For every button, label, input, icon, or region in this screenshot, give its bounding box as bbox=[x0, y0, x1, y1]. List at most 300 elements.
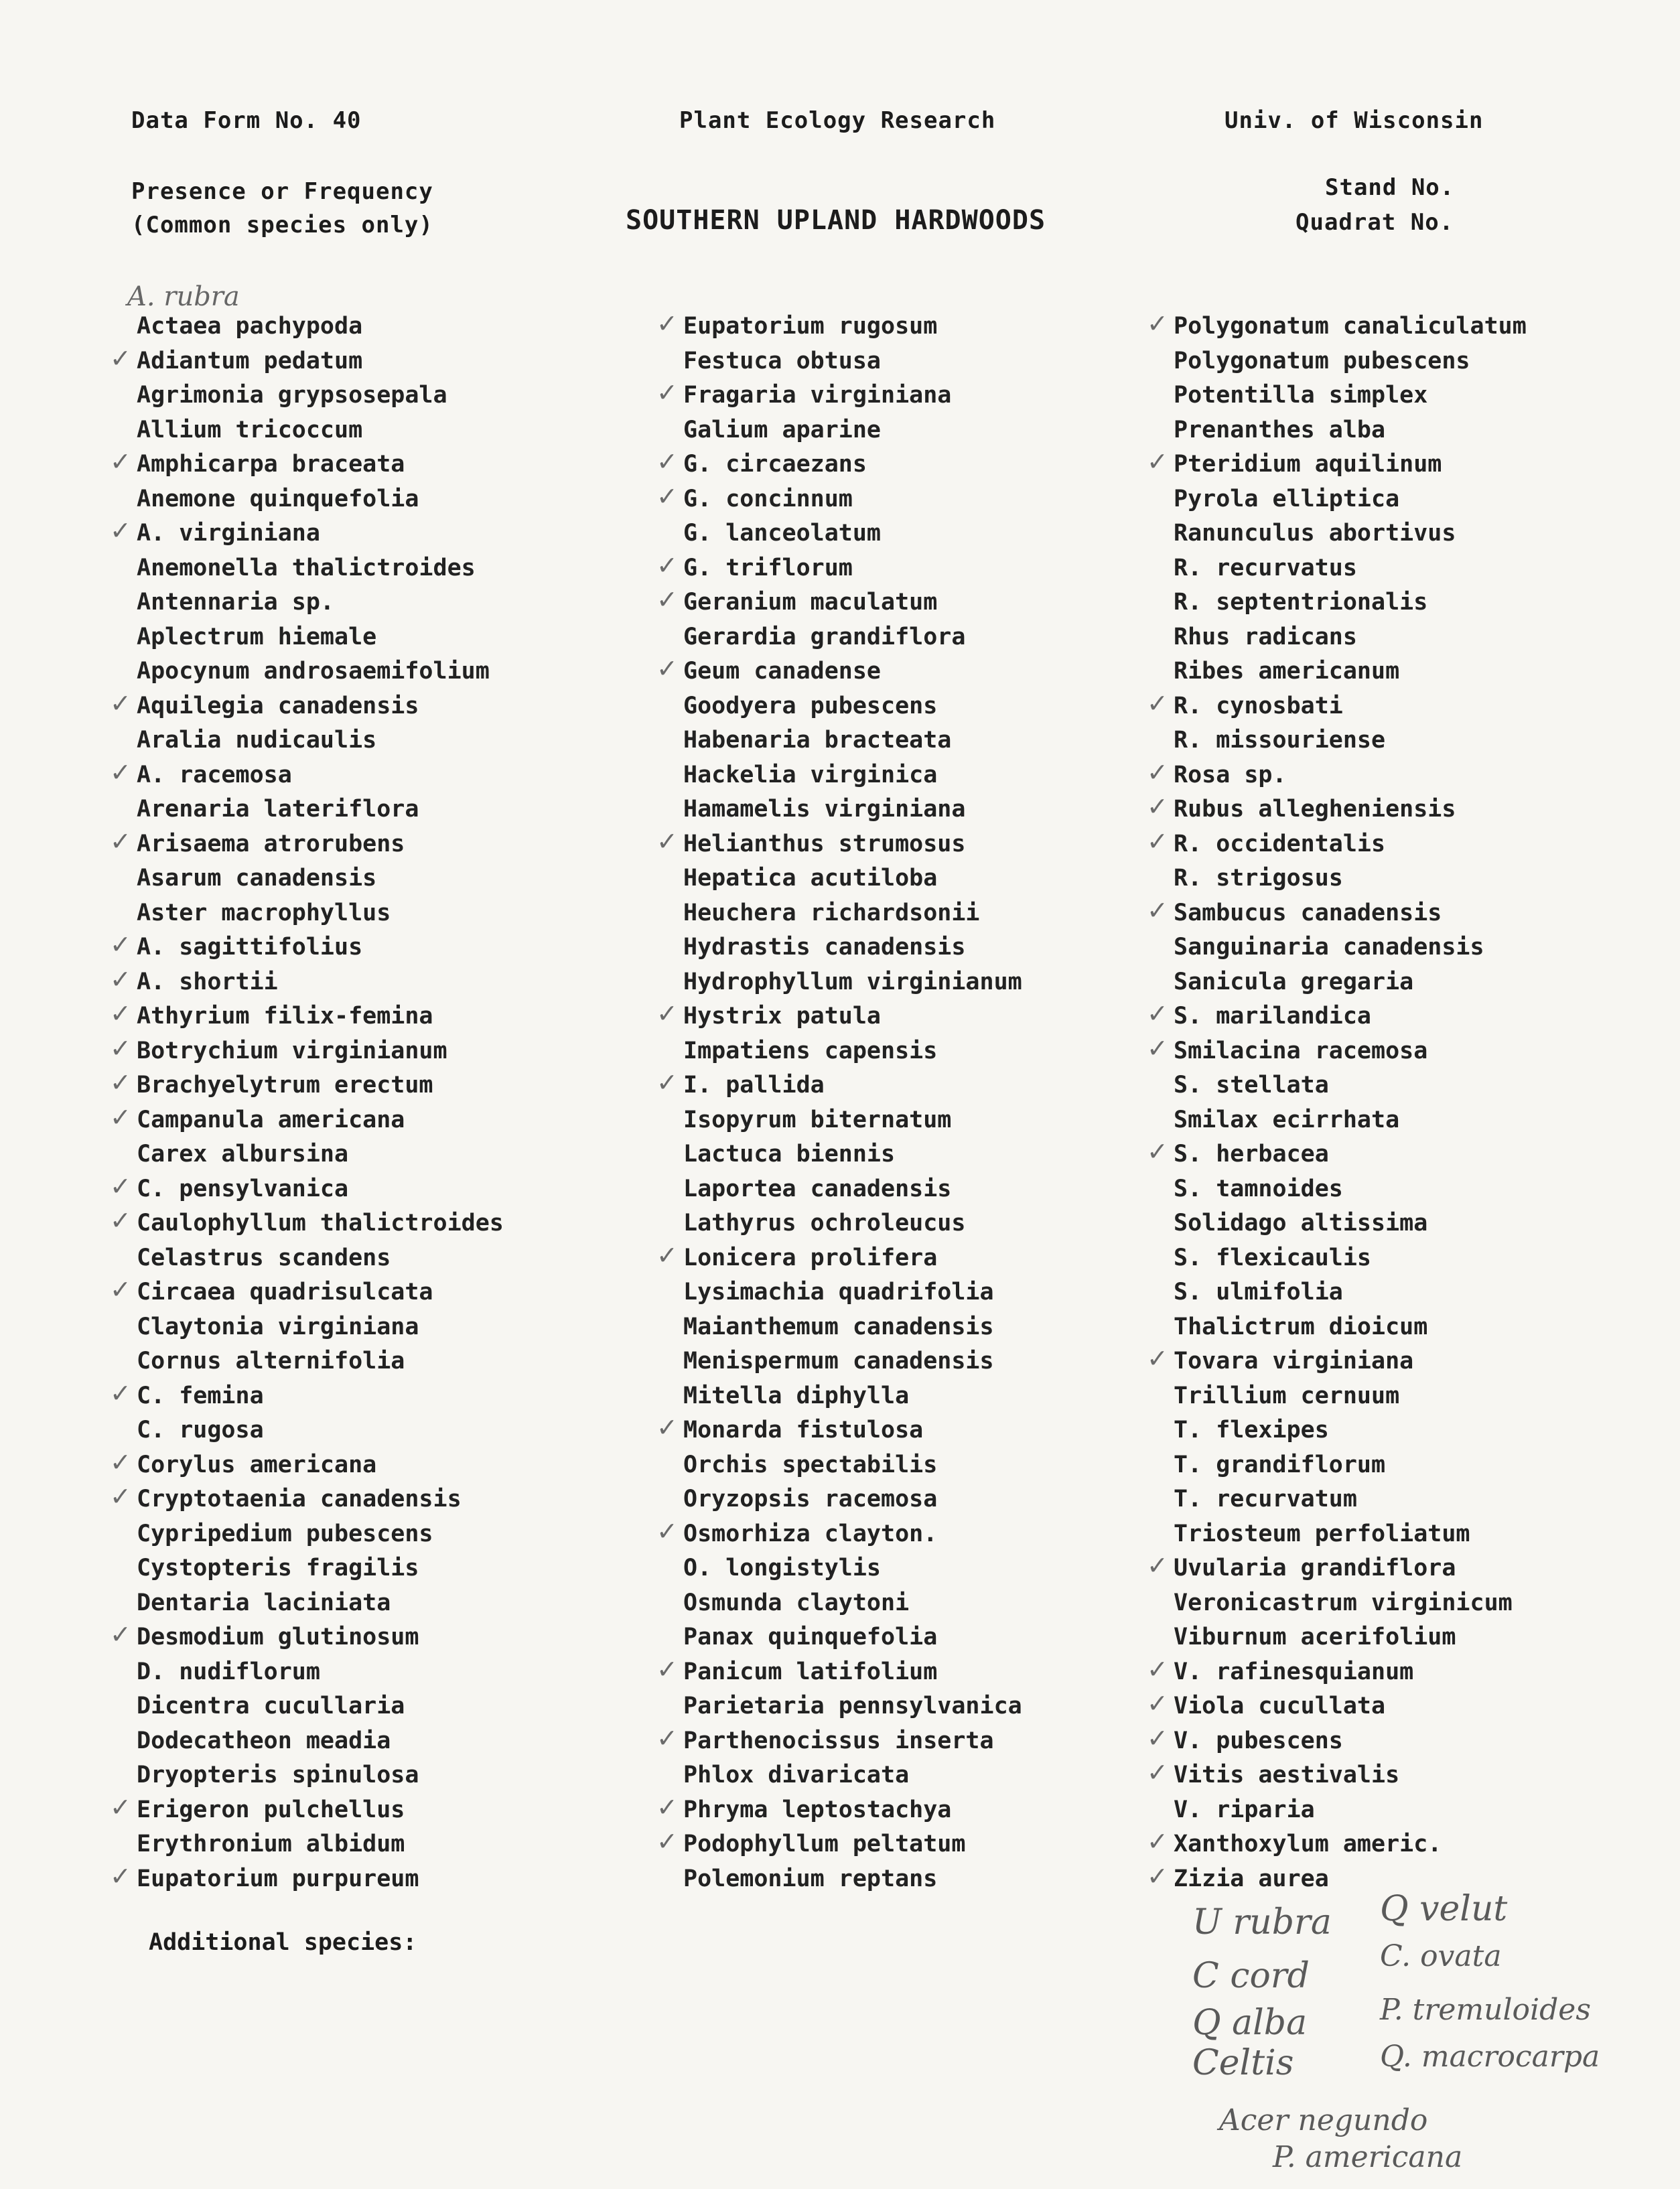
species-item bbox=[683, 758, 1022, 793]
species-item bbox=[110, 516, 504, 551]
species-item bbox=[1174, 1620, 1527, 1655]
species-item bbox=[1147, 999, 1527, 1034]
species-column-right bbox=[1147, 309, 1527, 1896]
species-item bbox=[1174, 965, 1527, 1000]
pencil-check-icon: ✓ bbox=[656, 309, 678, 338]
pencil-check-icon: ✓ bbox=[1147, 1723, 1168, 1753]
pencil-check-icon: ✓ bbox=[110, 964, 131, 994]
species-item bbox=[1174, 1103, 1527, 1138]
species-item bbox=[1174, 378, 1527, 413]
species-name: Viola cucullata bbox=[1174, 1693, 1386, 1719]
species-name: Apocynum androsaemifolium bbox=[137, 658, 490, 685]
species-name: Polygonatum canaliculatum bbox=[1174, 313, 1527, 340]
species-item bbox=[110, 1861, 504, 1897]
species-name: A. racemosa bbox=[137, 761, 292, 788]
species-item bbox=[1174, 482, 1527, 517]
species-name: Smilax ecirrhata bbox=[1174, 1106, 1400, 1133]
pencil-check-icon: ✓ bbox=[656, 1792, 678, 1822]
species-name: Athyrium filix-femina bbox=[137, 1003, 433, 1030]
pencil-check-icon: ✓ bbox=[1147, 826, 1168, 856]
pencil-check-icon: ✓ bbox=[1147, 1551, 1168, 1580]
species-name: G. triflorum bbox=[683, 554, 853, 581]
species-name: Podophyllum peltatum bbox=[683, 1831, 966, 1857]
pencil-check-icon: ✓ bbox=[656, 550, 678, 580]
species-item bbox=[1174, 1068, 1527, 1103]
species-item bbox=[1174, 1517, 1527, 1552]
species-name: Erigeron pulchellus bbox=[137, 1796, 405, 1823]
pencil-check-icon: ✓ bbox=[110, 826, 131, 856]
species-item bbox=[110, 688, 504, 724]
species-name: Circaea quadrisulcata bbox=[137, 1279, 433, 1305]
pencil-check-icon: ✓ bbox=[1147, 1137, 1168, 1166]
species-name: A. virginiana bbox=[137, 520, 320, 547]
species-name: G. concinnum bbox=[683, 485, 853, 512]
species-name: Uvularia grandiflora bbox=[1174, 1555, 1456, 1581]
species-name: S. tamnoides bbox=[1174, 1175, 1343, 1202]
species-item bbox=[1147, 688, 1527, 724]
species-item bbox=[683, 792, 1022, 827]
species-item bbox=[1174, 585, 1527, 620]
pencil-check-icon: ✓ bbox=[1147, 309, 1168, 338]
species-name: Vitis aestivalis bbox=[1174, 1762, 1400, 1788]
species-name: Cornus alternifolia bbox=[137, 1348, 405, 1374]
species-name: V. rafinesquianum bbox=[1174, 1658, 1414, 1685]
species-name: Geranium maculatum bbox=[683, 589, 938, 616]
species-name: Aster macrophyllus bbox=[137, 899, 391, 926]
species-item bbox=[137, 723, 504, 758]
species-item bbox=[683, 1172, 1022, 1207]
species-item bbox=[1174, 1793, 1527, 1828]
species-item bbox=[137, 792, 504, 827]
species-name: Ribes americanum bbox=[1174, 658, 1400, 685]
pencil-check-icon: ✓ bbox=[656, 481, 678, 511]
species-item bbox=[683, 413, 1022, 448]
species-name: R. occidentalis bbox=[1174, 830, 1386, 857]
pencil-check-icon: ✓ bbox=[1147, 1344, 1168, 1373]
species-name: S. flexicaulis bbox=[1174, 1244, 1372, 1271]
species-name: Caulophyllum thalictroides bbox=[137, 1210, 504, 1237]
species-item bbox=[683, 861, 1022, 896]
species-name: V. riparia bbox=[1174, 1796, 1315, 1823]
species-item bbox=[110, 1102, 504, 1138]
species-item bbox=[1174, 1448, 1527, 1483]
pencil-check-icon: ✓ bbox=[110, 1275, 131, 1304]
species-item bbox=[1147, 1344, 1527, 1379]
species-item bbox=[1174, 413, 1527, 448]
species-item bbox=[137, 585, 504, 620]
species-item bbox=[137, 1137, 504, 1172]
species-name: Arenaria lateriflora bbox=[137, 796, 419, 823]
species-item bbox=[1174, 723, 1527, 758]
pencil-check-icon: ✓ bbox=[1147, 688, 1168, 718]
pencil-check-icon: ✓ bbox=[110, 1068, 131, 1097]
species-name: Erythronium albidum bbox=[137, 1831, 405, 1857]
species-item bbox=[137, 482, 504, 517]
species-name: Potentilla simplex bbox=[1174, 382, 1428, 409]
species-name: Amphicarpa braceata bbox=[137, 451, 405, 478]
handwritten-note: P. americana bbox=[1273, 2140, 1463, 2174]
pencil-check-icon: ✓ bbox=[656, 378, 678, 407]
pencil-check-icon: ✓ bbox=[656, 999, 678, 1028]
pencil-check-icon: ✓ bbox=[656, 1516, 678, 1546]
species-name: Polemonium reptans bbox=[683, 1865, 938, 1892]
species-name: Viburnum acerifolium bbox=[1174, 1624, 1456, 1650]
species-name: Prenanthes alba bbox=[1174, 416, 1386, 443]
species-name: C. femina bbox=[137, 1382, 264, 1409]
species-item bbox=[137, 1758, 504, 1793]
species-name: Isopyrum biternatum bbox=[683, 1106, 952, 1133]
pencil-check-icon: ✓ bbox=[1147, 792, 1168, 821]
species-item bbox=[137, 620, 504, 655]
species-name: Geum canadense bbox=[683, 658, 882, 685]
pencil-check-icon: ✓ bbox=[656, 585, 678, 614]
species-item bbox=[683, 723, 1022, 758]
pencil-check-icon: ✓ bbox=[110, 930, 131, 959]
species-name: Orchis spectabilis bbox=[683, 1451, 938, 1478]
species-name: I. pallida bbox=[683, 1072, 825, 1099]
species-item bbox=[683, 1448, 1022, 1483]
pencil-check-icon: ✓ bbox=[656, 1068, 678, 1097]
species-name: Agrimonia grypsosepala bbox=[137, 382, 447, 409]
species-item bbox=[110, 1033, 504, 1069]
species-item bbox=[656, 654, 1022, 689]
species-item bbox=[683, 344, 1022, 379]
species-name: Antennaria sp. bbox=[137, 589, 335, 616]
species-name: S. stellata bbox=[1174, 1072, 1329, 1099]
species-name: A. sagittifolius bbox=[137, 934, 363, 961]
pencil-check-icon: ✓ bbox=[110, 1447, 131, 1477]
species-item bbox=[137, 413, 504, 448]
pencil-check-icon: ✓ bbox=[110, 516, 131, 545]
species-name: Eupatorium purpureum bbox=[137, 1865, 419, 1892]
pencil-check-icon: ✓ bbox=[110, 1102, 131, 1132]
species-column-middle bbox=[656, 309, 1022, 1896]
pencil-check-icon: ✓ bbox=[110, 1861, 131, 1891]
species-name: Botrychium virginianum bbox=[137, 1037, 447, 1064]
pencil-check-icon: ✓ bbox=[110, 688, 131, 718]
species-item bbox=[1174, 1310, 1527, 1345]
species-name: Osmorhiza clayton. bbox=[683, 1520, 938, 1547]
species-name: Tovara virginiana bbox=[1174, 1348, 1414, 1374]
pencil-check-icon: ✓ bbox=[110, 1378, 131, 1408]
species-name: Polygonatum pubescens bbox=[1174, 347, 1470, 374]
species-name: Sanicula gregaria bbox=[1174, 968, 1414, 995]
species-item bbox=[1174, 551, 1527, 586]
species-name: Menispermum canadensis bbox=[683, 1348, 994, 1374]
species-item bbox=[1147, 1723, 1527, 1759]
species-item bbox=[683, 1482, 1022, 1517]
species-name: Oryzopsis racemosa bbox=[683, 1486, 938, 1512]
species-name: Anemonella thalictroides bbox=[137, 554, 476, 581]
species-item bbox=[683, 1206, 1022, 1241]
species-name: D. nudiflorum bbox=[137, 1658, 320, 1685]
species-item bbox=[683, 1551, 1022, 1586]
species-item bbox=[137, 378, 504, 413]
species-name: Xanthoxylum americ. bbox=[1174, 1831, 1442, 1857]
species-name: Sambucus canadensis bbox=[1174, 899, 1442, 926]
pencil-check-icon: ✓ bbox=[110, 447, 131, 476]
species-item bbox=[110, 1378, 504, 1414]
pencil-check-icon: ✓ bbox=[656, 1413, 678, 1442]
species-name: G. lanceolatum bbox=[683, 520, 882, 547]
species-name: Maianthemum canadensis bbox=[683, 1313, 994, 1340]
pencil-check-icon: ✓ bbox=[110, 1620, 131, 1649]
species-item bbox=[1174, 620, 1527, 655]
species-name: Parthenocissus inserta bbox=[683, 1727, 994, 1754]
species-item bbox=[656, 309, 1022, 344]
species-name: S. ulmifolia bbox=[1174, 1279, 1343, 1305]
species-name: Campanula americana bbox=[137, 1106, 405, 1133]
university: Univ. of Wisconsin bbox=[1224, 107, 1484, 134]
species-item bbox=[110, 930, 504, 965]
species-item bbox=[683, 1862, 1022, 1897]
species-name: Hamamelis virginiana bbox=[683, 796, 966, 823]
pencil-check-icon: ✓ bbox=[1147, 1654, 1168, 1684]
species-item bbox=[656, 481, 1022, 517]
species-name: Hystrix patula bbox=[683, 1003, 882, 1030]
species-name: C. pensylvanica bbox=[137, 1175, 349, 1202]
species-name: Gerardia grandiflora bbox=[683, 623, 966, 650]
species-item bbox=[1147, 309, 1527, 344]
species-name: Desmodium glutinosum bbox=[137, 1624, 419, 1650]
species-item bbox=[137, 551, 504, 586]
species-name: T. recurvatum bbox=[1174, 1486, 1357, 1512]
species-item bbox=[110, 1620, 504, 1655]
pencil-check-icon: ✓ bbox=[1147, 1861, 1168, 1891]
species-item bbox=[1147, 757, 1527, 793]
species-item bbox=[1147, 1033, 1527, 1069]
quadrat-number: Quadrat No. bbox=[1296, 209, 1454, 236]
species-item bbox=[656, 1723, 1022, 1759]
species-item bbox=[1147, 1137, 1527, 1172]
pencil-check-icon: ✓ bbox=[1147, 1758, 1168, 1787]
species-name: S. marilandica bbox=[1174, 1003, 1372, 1030]
handwritten-note: Q alba bbox=[1192, 2003, 1308, 2043]
pencil-check-icon: ✓ bbox=[1147, 895, 1168, 925]
species-item bbox=[656, 1240, 1022, 1276]
handwritten-note: U rubra bbox=[1192, 1902, 1332, 1943]
species-item bbox=[683, 516, 1022, 551]
species-item bbox=[656, 826, 1022, 862]
species-name: Dodecatheon meadia bbox=[137, 1727, 391, 1754]
pencil-check-icon: ✓ bbox=[1147, 447, 1168, 476]
species-name: Carex albursina bbox=[137, 1141, 349, 1168]
pencil-check-icon: ✓ bbox=[110, 757, 131, 787]
pencil-check-icon: ✓ bbox=[656, 1654, 678, 1684]
species-item bbox=[683, 1620, 1022, 1655]
species-item bbox=[656, 1068, 1022, 1103]
species-column-left bbox=[110, 309, 504, 1896]
species-item bbox=[683, 620, 1022, 655]
handwritten-note: Q. macrocarpa bbox=[1380, 2040, 1600, 2074]
species-item bbox=[110, 1275, 504, 1310]
species-item bbox=[137, 1551, 504, 1586]
species-item bbox=[683, 1275, 1022, 1310]
species-name: Helianthus strumosus bbox=[683, 830, 966, 857]
species-item bbox=[683, 1103, 1022, 1138]
species-item bbox=[137, 1689, 504, 1724]
species-item bbox=[1174, 1379, 1527, 1414]
pencil-check-icon: ✓ bbox=[110, 1792, 131, 1822]
species-item bbox=[656, 1654, 1022, 1690]
species-name: Mitella diphylla bbox=[683, 1382, 910, 1409]
species-name: Cryptotaenia canadensis bbox=[137, 1486, 462, 1512]
species-name: Triosteum perfoliatum bbox=[1174, 1520, 1470, 1547]
pencil-check-icon: ✓ bbox=[110, 999, 131, 1028]
species-item bbox=[1147, 792, 1527, 827]
species-item bbox=[1147, 1758, 1527, 1793]
handwritten-note: C. ovata bbox=[1380, 1939, 1502, 1973]
species-item bbox=[656, 1827, 1022, 1862]
species-name: Thalictrum dioicum bbox=[1174, 1313, 1428, 1340]
species-item bbox=[137, 309, 504, 344]
species-item bbox=[137, 1310, 504, 1345]
pencil-check-icon: ✓ bbox=[656, 1723, 678, 1753]
species-name: Lactuca biennis bbox=[683, 1141, 896, 1168]
species-name: G. circaezans bbox=[683, 451, 867, 478]
species-item bbox=[1147, 1827, 1527, 1862]
handwritten-top-note: A. rubra bbox=[127, 281, 240, 312]
species-name: Lonicera prolifera bbox=[683, 1244, 938, 1271]
species-item bbox=[683, 1689, 1022, 1724]
species-name: Asarum canadensis bbox=[137, 865, 377, 892]
species-item bbox=[137, 1517, 504, 1552]
species-name: O. longistylis bbox=[683, 1555, 882, 1581]
species-item bbox=[1174, 1172, 1527, 1207]
species-item bbox=[683, 1379, 1022, 1414]
species-item bbox=[1174, 516, 1527, 551]
stand-number: Stand No. bbox=[1325, 174, 1455, 201]
pencil-check-icon: ✓ bbox=[110, 1171, 131, 1201]
species-name: Habenaria bracteata bbox=[683, 727, 952, 754]
handwritten-note: Q velut bbox=[1380, 1889, 1508, 1929]
species-name: Actaea pachypoda bbox=[137, 313, 363, 340]
species-name: Galium aparine bbox=[683, 416, 882, 443]
species-name: T. grandiflorum bbox=[1174, 1451, 1386, 1478]
species-name: Parietaria pennsylvanica bbox=[683, 1693, 1022, 1719]
species-name: Ranunculus abortivus bbox=[1174, 520, 1456, 547]
species-item bbox=[683, 896, 1022, 931]
species-name: Pteridium aquilinum bbox=[1174, 451, 1442, 478]
pencil-check-icon: ✓ bbox=[110, 1206, 131, 1235]
species-name: Phryma leptostachya bbox=[683, 1796, 952, 1823]
species-name: Trillium cernuum bbox=[1174, 1382, 1400, 1409]
species-item bbox=[137, 1827, 504, 1862]
species-item bbox=[656, 550, 1022, 586]
species-item bbox=[110, 343, 504, 379]
species-item bbox=[110, 447, 504, 482]
species-name: Allium tricoccum bbox=[137, 416, 363, 443]
pencil-check-icon: ✓ bbox=[656, 1827, 678, 1856]
species-name: Cypripedium pubescens bbox=[137, 1520, 433, 1547]
species-item bbox=[656, 999, 1022, 1034]
species-item bbox=[1174, 1206, 1527, 1241]
species-name: Goodyera pubescens bbox=[683, 692, 938, 719]
species-item bbox=[110, 757, 504, 793]
species-name: Solidago altissima bbox=[1174, 1210, 1428, 1237]
species-name: Smilacina racemosa bbox=[1174, 1037, 1428, 1064]
species-name: V. pubescens bbox=[1174, 1727, 1343, 1754]
species-item bbox=[137, 654, 504, 689]
species-name: T. flexipes bbox=[1174, 1417, 1329, 1443]
species-item bbox=[1174, 344, 1527, 379]
species-item bbox=[1174, 930, 1527, 965]
species-name: Aquilegia canadensis bbox=[137, 692, 419, 719]
species-item bbox=[110, 999, 504, 1034]
species-name: S. herbacea bbox=[1174, 1141, 1329, 1168]
species-item bbox=[110, 1068, 504, 1103]
species-item bbox=[110, 826, 504, 862]
species-name: Osmunda claytoni bbox=[683, 1589, 910, 1616]
species-name: Zizia aurea bbox=[1174, 1865, 1329, 1892]
species-name: Pyrola elliptica bbox=[1174, 485, 1400, 512]
species-item bbox=[1174, 654, 1527, 689]
species-item bbox=[656, 585, 1022, 620]
additional-species-label: Additional species: bbox=[149, 1929, 417, 1956]
species-name: Eupatorium rugosum bbox=[683, 313, 938, 340]
species-item bbox=[137, 1344, 504, 1379]
species-name: Laportea canadensis bbox=[683, 1175, 952, 1202]
species-name: Hydrophyllum virginianum bbox=[683, 968, 1022, 995]
species-name: Fragaria virginiana bbox=[683, 382, 952, 409]
pencil-check-icon: ✓ bbox=[110, 343, 131, 373]
species-name: Hydrastis canadensis bbox=[683, 934, 966, 961]
species-item bbox=[1174, 1586, 1527, 1621]
species-name: Lysimachia quadrifolia bbox=[683, 1279, 994, 1305]
species-name: Panicum latifolium bbox=[683, 1658, 938, 1685]
species-name: Monarda fistulosa bbox=[683, 1417, 924, 1443]
species-item bbox=[110, 1792, 504, 1828]
species-name: Claytonia virginiana bbox=[137, 1313, 419, 1340]
species-item bbox=[1147, 895, 1527, 931]
species-name: Dryopteris spinulosa bbox=[137, 1762, 419, 1788]
species-item bbox=[1147, 1551, 1527, 1586]
species-item bbox=[1174, 1241, 1527, 1276]
species-item bbox=[1147, 826, 1527, 862]
species-name: Festuca obtusa bbox=[683, 347, 882, 374]
species-item bbox=[683, 1758, 1022, 1793]
pencil-check-icon: ✓ bbox=[110, 1482, 131, 1511]
pencil-check-icon: ✓ bbox=[656, 654, 678, 683]
pencil-check-icon: ✓ bbox=[1147, 1689, 1168, 1718]
species-item bbox=[137, 1655, 504, 1690]
species-item bbox=[137, 896, 504, 931]
species-item bbox=[1174, 1275, 1527, 1310]
species-item bbox=[683, 930, 1022, 965]
species-item bbox=[110, 1447, 504, 1483]
species-item bbox=[137, 1724, 504, 1759]
species-name: Veronicastrum virginicum bbox=[1174, 1589, 1513, 1616]
species-name: Hepatica acutiloba bbox=[683, 865, 938, 892]
species-name: Rubus allegheniensis bbox=[1174, 796, 1456, 823]
species-name: R. strigosus bbox=[1174, 865, 1343, 892]
species-item bbox=[137, 861, 504, 896]
species-name: R. recurvatus bbox=[1174, 554, 1357, 581]
species-name: Impatiens capensis bbox=[683, 1037, 938, 1064]
species-item bbox=[683, 1344, 1022, 1379]
species-item bbox=[110, 1171, 504, 1207]
species-name: Rosa sp. bbox=[1174, 761, 1287, 788]
species-name: Corylus americana bbox=[137, 1451, 377, 1478]
species-name: Rhus radicans bbox=[1174, 623, 1357, 650]
species-item bbox=[1174, 1413, 1527, 1448]
species-name: Aralia nudicaulis bbox=[137, 727, 377, 754]
species-item bbox=[656, 1792, 1022, 1828]
species-name: R. septentrionalis bbox=[1174, 589, 1428, 616]
species-item bbox=[110, 1206, 504, 1241]
species-item bbox=[1147, 447, 1527, 482]
species-name: Panax quinquefolia bbox=[683, 1624, 938, 1650]
